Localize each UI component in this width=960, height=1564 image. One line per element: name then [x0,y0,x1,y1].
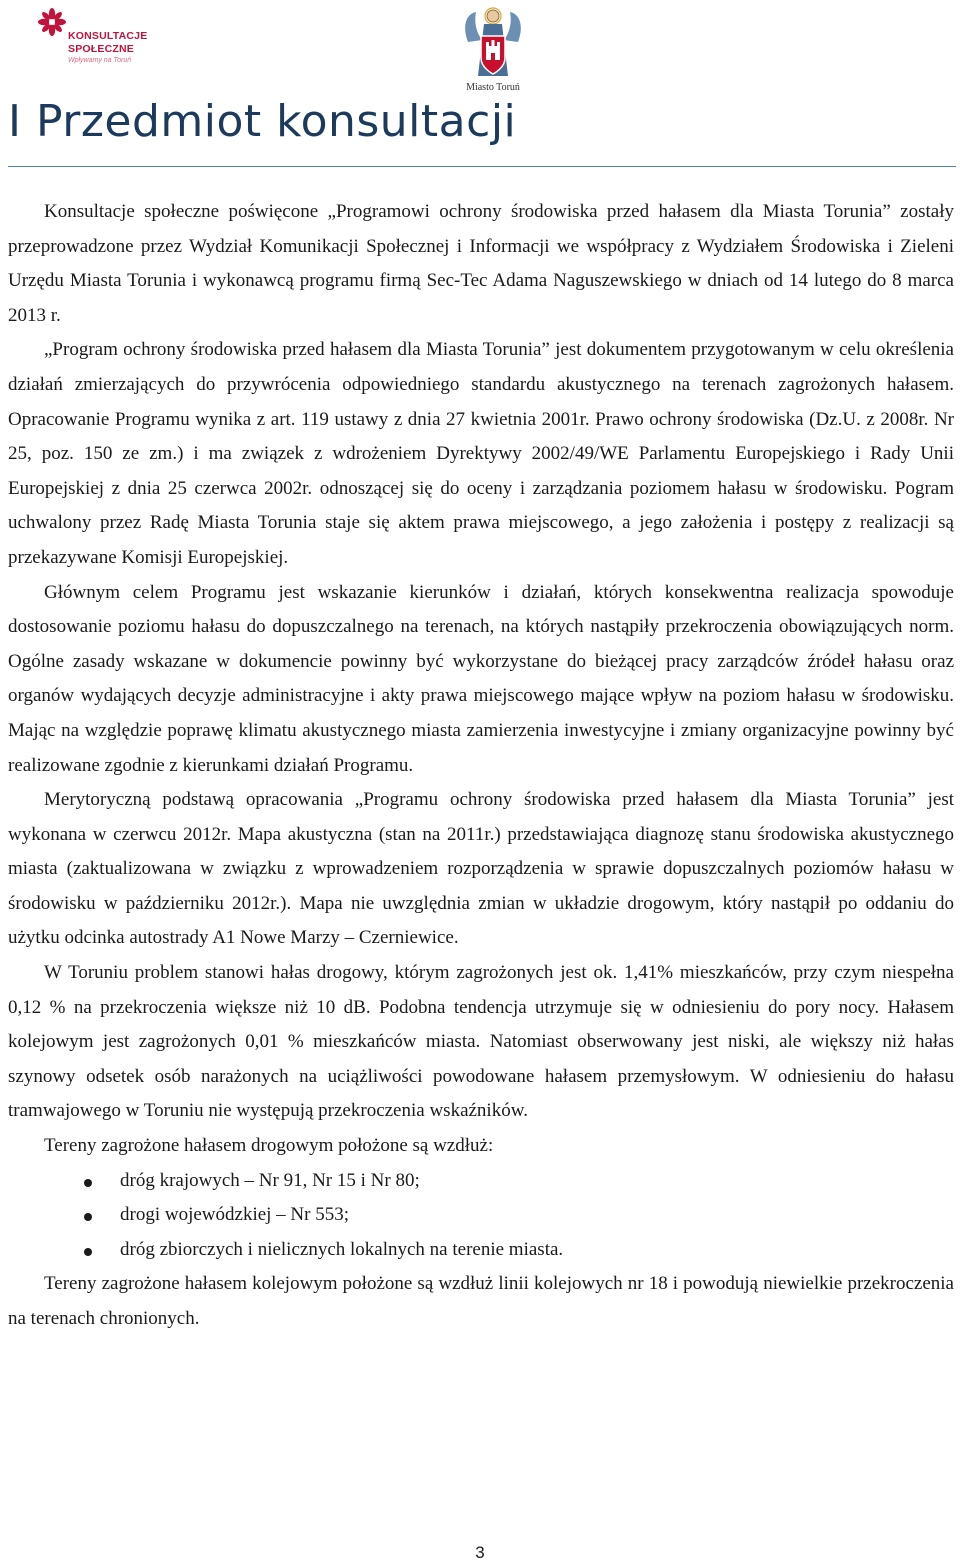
miasto-torun-logo [452,6,534,94]
paragraph: Konsultacje społeczne poświęcone „Programowi ochrony środowiska przed hałasem dla Miasta Torunia” zostały przeprowadzone przez Wydział Komunikacji Społecznej i Informacji we współpracy z Wydziałem Środowiska i Zieleni Urzędu Miasta Torunia i wykonawcą programu firmą Sec-Tec Adama Naguszewskiego w dniach od 14 lutego do 8 marca 2013 r. [8,201,954,326]
bullet-icon [84,1248,92,1256]
document-body [8,195,954,1337]
logo-tagline: Wpływamy na Toruń [68,57,132,64]
star-flower-icon [38,8,66,36]
list-item-text: dróg krajowych – Nr 91, Nr 15 i Nr 80; [120,1169,420,1191]
torun-coat-of-arms-icon [462,6,524,80]
list-item [8,1198,954,1233]
paragraph: Głównym celem Programu jest wskazanie kierunków i działań, których konsekwentna realizacja spowoduje dostosowanie poziomu hałasu do dopuszczalnego na terenach, na których nastąpiły przekroczenia obowiązujących norm. Ogólne zasady wskazane w dokumencie powinny być wykorzystane do bieżącej pracy zarządców źródeł hałasu oraz organów wydających decyzje administracyjne i akty prawa miejscowego mające wpływ na poziom hałasu w środowisku. Mając na względzie poprawę klimatu akustycznego miasta zamierzenia inwestycyjne i zmiany organizacyjne powinny być realizowane zgodnie z kierunkami działań Programu. [8,581,954,776]
list-item [8,1164,954,1199]
list-item-text: dróg zbiorczych i nielicznych lokalnych na terenie miasta. [120,1238,564,1260]
logo-caption: Miasto Toruń [466,82,520,93]
bullet-list [8,1164,954,1268]
page-title: I Przedmiot konsultacji [8,96,517,147]
title-divider [8,166,956,167]
paragraph: Tereny zagrożone hałasem drogowym położone są wzdłuż: [44,1135,494,1157]
list-item-text: drogi wojewódzkiej – Nr 553; [120,1204,350,1226]
paragraph: Merytoryczną podstawą opracowania „Programu ochrony środowiska przed hałasem dla Miasta Torunia” jest wykonana w czerwcu 2012r. Mapa akustyczna (stan na 2011r.) przedstawiająca diagnozę stanu środowiska akustycznego miasta (zaktualizowana w związku z wprowadzeniem rozporządzenia w sprawie dopuszczalnych poziomów hałasu w środowisku w październiku 2012r.). Mapa nie uwzględnia zmian w układzie drogowym, który nastąpił po oddaniu do użytku odcinka autostrady A1 Nowe Marzy – Czerniewice. [8,789,954,949]
paragraph: Tereny zagrożone hałasem kolejowym położone są wzdłuż linii kolejowych nr 18 i powodują niewielkie przekroczenia na terenach chronionych. [8,1273,954,1329]
paragraph: „Program ochrony środowiska przed hałasem dla Miasta Torunia” jest dokumentem przygotowanym w celu określenia działań zmierzających do przywrócenia odpowiedniego standardu akustycznego na terenach zagrożonych hałasem. Opracowanie Programu wynika z art. 119 ustawy z dnia 27 kwietnia 2001r. Prawo ochrony środowiska (Dz.U. z 2008r. Nr 25, poz. 150 ze zm.) i ma związek z wdrożeniem Dyrektywy 2002/49/WE Parlamentu Europejskiego i Rady Unii Europejskiej z dnia 25 czerwca 2002r. odnoszącej się do oceny i zarządzania poziomem hałasu w środowisku. Pogram uchwalony przez Radę Miasta Torunia staje się aktem prawa miejscowego, a jego założenia i postępy z realizacji są przekazywane Komisji Europejskiej. [8,339,954,568]
konsultacje-spoleczne-logo [38,6,168,68]
bullet-icon [84,1179,92,1187]
bullet-icon [84,1213,92,1221]
logo-text-line2: SPOŁECZNE [68,43,134,55]
logo-text-line1: KONSULTACJE [68,30,148,42]
page-number: 3 [475,1543,485,1562]
paragraph: W Toruniu problem stanowi hałas drogowy, którym zagrożonych jest ok. 1,41% mieszkańców, przy czym niespełna 0,12 % na przekroczenia większe niż 10 dB. Podobna tendencja utrzymuje się w odniesieniu do pory nocy. Hałasem kolejowym jest zagrożonych 0,01 % mieszkańców miasta. Natomiast obserwowany jest niski, ale większy niż hałas szynowy odsetek osób narażonych na uciążliwości powodowane hałasem przemysłowym. W odniesieniu do hałasu tramwajowego w Toruniu nie występują przekroczenia wskaźników. [8,962,954,1122]
list-item [8,1233,954,1268]
